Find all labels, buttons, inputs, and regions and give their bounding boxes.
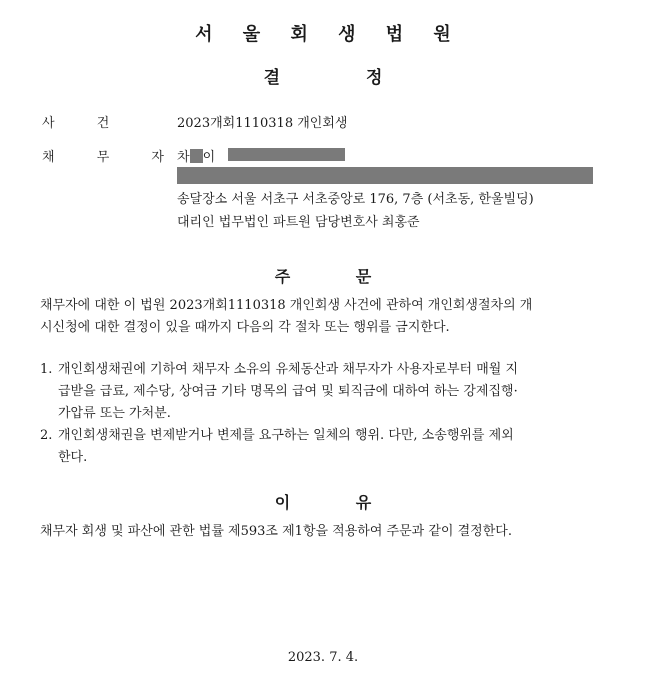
order-item-text: 한다. (58, 450, 88, 465)
order-item-text: 개인회생채권에 기하여 채무자 소유의 유체동산과 채무자가 사용자로부터 매월 지 (58, 362, 519, 377)
case-label: 사 건 (42, 116, 110, 131)
case-number: 2023개회1110318 개인회생 (177, 116, 348, 131)
order-item-text: 개인회생채권을 변제받거나 변제를 요구하는 일체의 행위. 다만, 소송행위를 제외 (58, 428, 514, 443)
order-item-text: 급받을 급료, 제수당, 상여금 기타 명목의 급여 및 퇴직금에 대하여 하는 강제집행· (58, 384, 518, 399)
redaction-block (228, 148, 345, 161)
representative: 대리인 법무법인 파트원 담당변호사 최홍준 (177, 215, 420, 230)
order-intro-line: 채무자에 대한 이 법원 2023개회1110318 개인회생 사건에 관하여 개인회생절차의 개 (40, 298, 533, 313)
decision-date: 2023. 7. 4. (287, 650, 359, 665)
order-item (40, 425, 514, 447)
court-name: 서 울 회 생 법 원 (195, 24, 463, 45)
reason-section-title: 이 유 (274, 493, 372, 512)
redaction-block (177, 167, 593, 184)
order-item-number: 2. (40, 428, 53, 443)
order-item-text: 가압류 또는 가처분. (58, 406, 171, 421)
redaction-block (190, 149, 203, 163)
debtor-name (177, 146, 215, 165)
debtor-name-last: 이 (202, 150, 216, 165)
reason-text: 채무자 회생 및 파산에 관한 법률 제593조 제1항을 적용하여 주문과 같이 결정한다. (40, 524, 512, 539)
order-item (40, 359, 518, 381)
debtor-label: 채 무 자 (42, 150, 164, 165)
order-section-title: 주 문 (274, 267, 372, 286)
debtor-name-first: 차 (177, 150, 190, 165)
order-item-number: 1. (40, 362, 53, 377)
service-address: 송달장소 서울 서초구 서초중앙로 176, 7층 (서초동, 한울빌딩) (177, 192, 534, 207)
order-intro-line: 시신청에 대한 결정이 있을 때까지 다음의 각 절차 또는 행위를 금지한다. (40, 320, 450, 335)
document-type-title: 결 정 (263, 68, 383, 88)
